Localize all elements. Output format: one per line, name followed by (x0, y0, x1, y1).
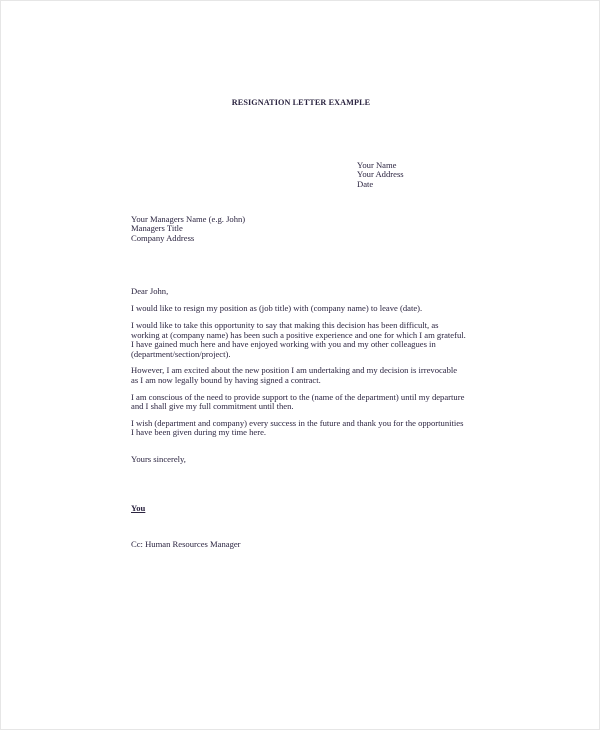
sender-block (357, 161, 404, 189)
recipient-address: Company Address (131, 232, 195, 243)
recipient-block (131, 215, 245, 243)
paragraph: I am conscious of the need to provide support to the (name of the department) until my departure and I shall give my full commitment until then. (131, 391, 465, 412)
cc-line: Cc: Human Resources Manager (131, 539, 241, 549)
paragraph: I wish (department and company) every success in the future and thank you for the opportunities I have been given during my time here. (131, 418, 464, 438)
recipient-title: Managers Title (131, 223, 183, 234)
closing: Yours sincerely, (131, 453, 186, 464)
sender-address: Your Address (357, 169, 404, 180)
sender-name: Your Name (357, 160, 397, 170)
sender-date: Date (357, 178, 374, 189)
paragraph: I would like to take this opportunity to say that making this decision has been difficult, as working at (company name) has been such a positive experience and one for which I am grateful. I have gained much here and have enjoyed working with you and my other colleagues in (department/section/project). (131, 320, 466, 359)
paragraph: I would like to resign my position as (job title) with (company name) to leave (date). (131, 303, 423, 314)
recipient-name: Your Managers Name (e.g. John) (131, 214, 246, 224)
letter-title: RESIGNATION LETTER EXAMPLE (231, 98, 371, 107)
signature: You (131, 503, 146, 513)
salutation: Dear John, (131, 286, 169, 296)
letter-body (131, 287, 466, 472)
paragraph: However, I am excited about the new position I am undertaking and my decision is irrevocable as I am now legally bound by having signed a contract. (131, 365, 458, 385)
